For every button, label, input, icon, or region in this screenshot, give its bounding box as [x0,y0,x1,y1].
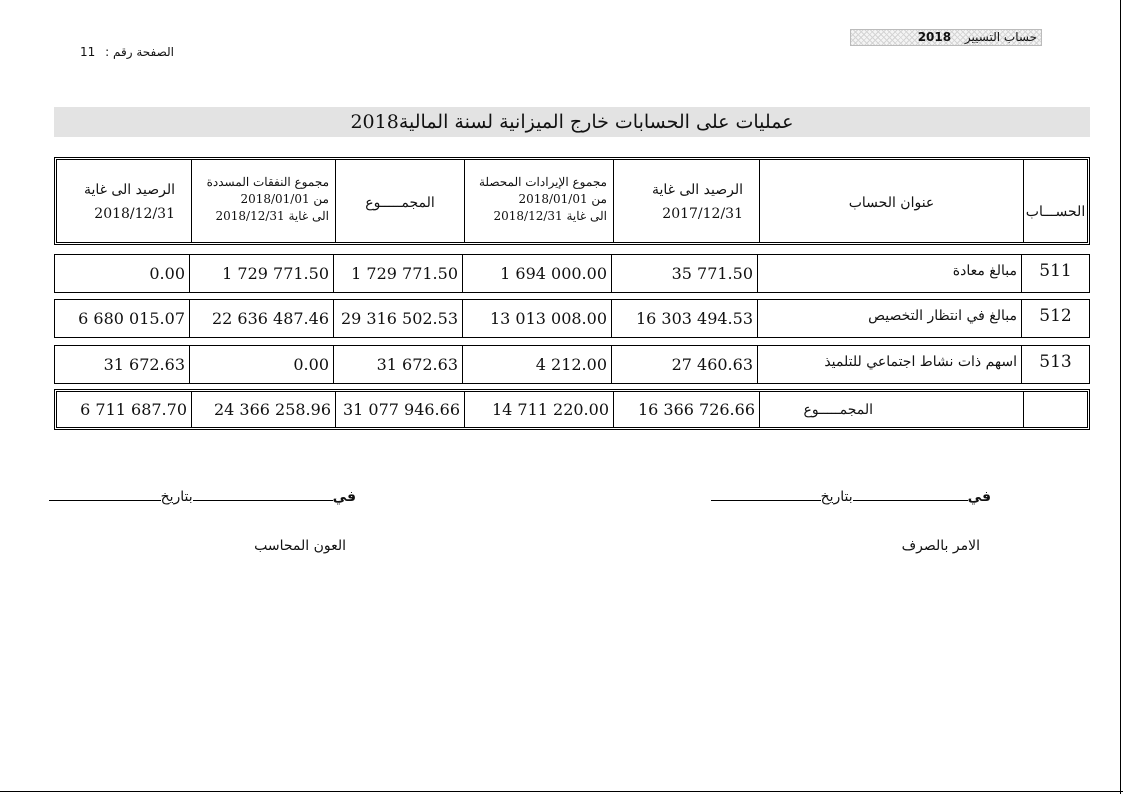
cell-account-title: مبالغ معادة [757,255,1021,292]
cell-total: 1 729 771.50 [333,255,462,292]
total-total: 31 077 946.66 [335,392,464,427]
cell-account-code: 511 [1021,255,1089,292]
cell-account-title: مبالغ في انتظار التخصيص [757,300,1021,337]
col-revenues-from: من 2018/01/01 [518,192,607,206]
cell-balance-start: 35 771.50 [611,255,757,292]
total-code-empty [1023,392,1087,427]
cell-revenues: 13 013 008.00 [462,300,611,337]
accountant-label: العون المحاسب [254,538,346,554]
table-row [54,345,1090,384]
cell-expenses: 22 636 487.46 [189,300,333,337]
table-totals-row [54,389,1090,430]
in-label-right: في [967,489,991,505]
page-number-value: 11 [80,45,96,59]
col-expenses [191,160,335,242]
cell-expenses: 0.00 [189,346,333,383]
total-balance-start: 16 366 726.66 [613,392,759,427]
table-header [54,157,1090,245]
col-expenses-to: الى غاية 2018/12/31 [215,209,329,223]
col-account: الحســـاب [1023,160,1087,242]
page-number [74,45,174,59]
in-label-left: في [332,489,356,505]
col-balance-end-label: الرصيد الى غاية [83,182,175,198]
col-expenses-from: من 2018/01/01 [240,192,329,206]
col-revenues [464,160,613,242]
page-number-label: الصفحة رقم : [105,45,174,59]
col-expenses-label: مجموع النفقات المسددة [206,175,329,189]
cell-revenues: 1 694 000.00 [462,255,611,292]
cell-expenses: 1 729 771.50 [189,255,333,292]
page-title: عمليات على الحسابات خارج الميزانية لسنة المالية2018 [54,107,1090,137]
page-border-bottom [0,791,1123,792]
col-account-title: عنوان الحساب [759,160,1023,242]
signature-date-line-right [711,488,991,505]
cell-account-code: 512 [1021,300,1089,337]
blank-date-left [49,488,161,501]
col-balance-start-date: 2017/12/31 [662,206,743,222]
total-balance-end: 6 711 687.70 [80,400,187,419]
col-revenues-to: الى غاية 2018/12/31 [493,209,607,223]
col-balance-end [57,160,191,242]
date-label-left: بتاريخ [160,489,193,505]
table-row [54,299,1090,338]
cell-balance-end: 6 680 015.07 [78,309,185,328]
cell-total: 31 672.63 [333,346,462,383]
total-revenues: 14 711 220.00 [464,392,613,427]
blank-place-right [853,488,968,501]
col-revenues-label: مجموع الإيرادات المحصلة [478,175,607,189]
cell-account-code: 513 [1021,346,1089,383]
total-label: المجمـــــوع [759,392,1023,427]
signature-date-line-left [49,488,356,505]
cell-balance-start: 16 303 494.53 [611,300,757,337]
management-account-box [850,29,1042,46]
col-total: المجمـــــوع [335,160,464,242]
blank-date-right [711,488,821,501]
cell-balance-start: 27 460.63 [611,346,757,383]
cell-account-title: اسهم ذات نشاط اجتماعي للتلميذ [757,346,1021,383]
col-balance-start [613,160,759,242]
cell-revenues: 4 212.00 [462,346,611,383]
total-expenses: 24 366 258.96 [191,392,335,427]
date-label-right: بتاريخ [820,489,853,505]
blank-place-left [193,488,333,501]
col-balance-end-date: 2018/12/31 [94,206,175,222]
table-row [54,254,1090,293]
cell-balance-end: 31 672.63 [103,355,185,374]
cell-balance-end: 0.00 [149,264,185,283]
management-account-year: 2018 [917,30,952,44]
page-border-right [1120,0,1121,794]
cell-total: 29 316 502.53 [333,300,462,337]
authorizing-officer-label: الامر بالصرف [901,538,980,554]
col-balance-start-label: الرصيد الى غاية [651,182,743,198]
management-account-label: حساب التسيير [964,30,1037,44]
